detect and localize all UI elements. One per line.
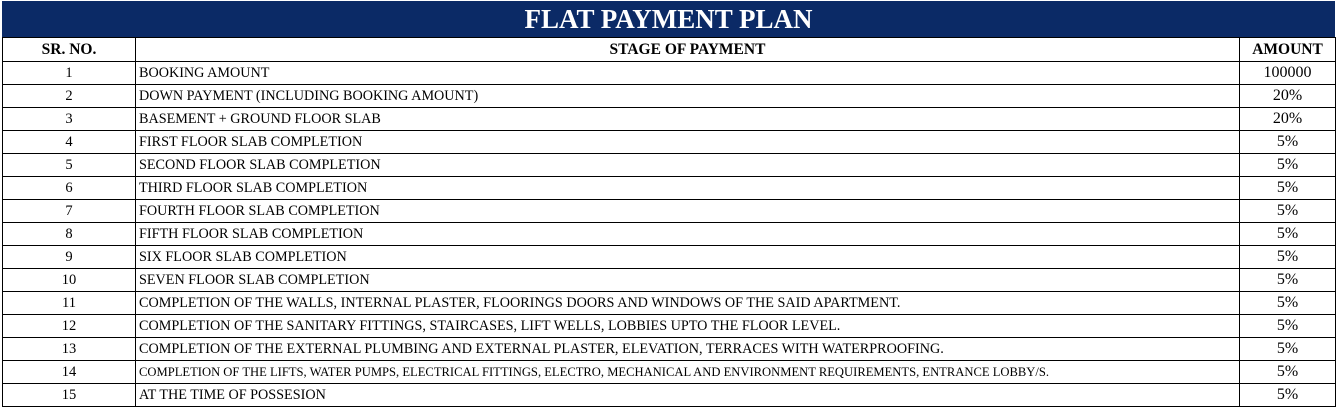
- table-row: [3, 269, 1336, 292]
- stage-cell: SECOND FLOOR SLAB COMPLETION: [136, 154, 1240, 177]
- amount-cell: 20%: [1240, 85, 1336, 108]
- table-row: [3, 154, 1336, 177]
- stage-cell: COMPLETION OF THE SANITARY FITTINGS, STAIRCASES, LIFT WELLS, LOBBIES UPTO THE FLOOR LEVEL.: [136, 315, 1240, 338]
- table-row: [3, 223, 1336, 246]
- amount-cell: 5%: [1240, 200, 1336, 223]
- amount-cell: 5%: [1240, 292, 1336, 315]
- sr-no-cell: 12: [3, 315, 136, 338]
- column-header-stage: STAGE OF PAYMENT: [136, 38, 1240, 62]
- table-row: [3, 361, 1336, 384]
- sr-no-cell: 3: [3, 108, 136, 131]
- table-row: [3, 62, 1336, 85]
- amount-cell: 5%: [1240, 269, 1336, 292]
- sr-no-cell: 7: [3, 200, 136, 223]
- amount-cell: 5%: [1240, 315, 1336, 338]
- table-row: [3, 292, 1336, 315]
- stage-cell: THIRD FLOOR SLAB COMPLETION: [136, 177, 1240, 200]
- stage-cell: COMPLETION OF THE WALLS, INTERNAL PLASTER, FLOORINGS DOORS AND WINDOWS OF THE SAID APARTMENT.: [136, 292, 1240, 315]
- amount-cell: 5%: [1240, 223, 1336, 246]
- stage-cell: BASEMENT + GROUND FLOOR SLAB: [136, 108, 1240, 131]
- amount-cell: 5%: [1240, 177, 1336, 200]
- stage-cell: SEVEN FLOOR SLAB COMPLETION: [136, 269, 1240, 292]
- sr-no-cell: 8: [3, 223, 136, 246]
- stage-cell: FIRST FLOOR SLAB COMPLETION: [136, 131, 1240, 154]
- table-row: [3, 177, 1336, 200]
- amount-cell: 5%: [1240, 338, 1336, 361]
- table-row: [3, 384, 1336, 407]
- stage-cell: FIFTH FLOOR SLAB COMPLETION: [136, 223, 1240, 246]
- sr-no-cell: 4: [3, 131, 136, 154]
- table-header: [3, 38, 1336, 62]
- amount-cell: 5%: [1240, 246, 1336, 269]
- amount-cell: 20%: [1240, 108, 1336, 131]
- stage-cell: AT THE TIME OF POSSESION: [136, 384, 1240, 407]
- stage-cell: FOURTH FLOOR SLAB COMPLETION: [136, 200, 1240, 223]
- payment-plan-table: [2, 37, 1336, 407]
- table-row: [3, 85, 1336, 108]
- page-title: FLAT PAYMENT PLAN: [2, 1, 1335, 37]
- sr-no-cell: 6: [3, 177, 136, 200]
- stage-cell: DOWN PAYMENT (INCLUDING BOOKING AMOUNT): [136, 85, 1240, 108]
- sr-no-cell: 2: [3, 85, 136, 108]
- table-row: [3, 108, 1336, 131]
- table-row: [3, 338, 1336, 361]
- sr-no-cell: 15: [3, 384, 136, 407]
- stage-cell: BOOKING AMOUNT: [136, 62, 1240, 85]
- amount-cell: 5%: [1240, 131, 1336, 154]
- table-row: [3, 200, 1336, 223]
- stage-cell: COMPLETION OF THE EXTERNAL PLUMBING AND EXTERNAL PLASTER, ELEVATION, TERRACES WITH WATERPROOFING.: [136, 338, 1240, 361]
- header-row: [3, 38, 1336, 62]
- amount-cell: 5%: [1240, 384, 1336, 407]
- amount-cell: 5%: [1240, 154, 1336, 177]
- amount-cell: 5%: [1240, 361, 1336, 384]
- table-body: [3, 62, 1336, 407]
- table-row: [3, 246, 1336, 269]
- column-header-amount: AMOUNT: [1240, 38, 1336, 62]
- stage-cell: COMPLETION OF THE LIFTS, WATER PUMPS, ELECTRICAL FITTINGS, ELECTRO, MECHANICAL AND ENVIRONMENT REQUIREMENTS, ENTRANCE LOBBY/S.: [136, 361, 1240, 384]
- sr-no-cell: 5: [3, 154, 136, 177]
- sr-no-cell: 11: [3, 292, 136, 315]
- stage-cell: SIX FLOOR SLAB COMPLETION: [136, 246, 1240, 269]
- table-row: [3, 131, 1336, 154]
- sr-no-cell: 13: [3, 338, 136, 361]
- table-row: [3, 315, 1336, 338]
- sr-no-cell: 9: [3, 246, 136, 269]
- column-header-sr-no: SR. NO.: [3, 38, 136, 62]
- amount-cell: 100000: [1240, 62, 1336, 85]
- sr-no-cell: 10: [3, 269, 136, 292]
- sr-no-cell: 1: [3, 62, 136, 85]
- sr-no-cell: 14: [3, 361, 136, 384]
